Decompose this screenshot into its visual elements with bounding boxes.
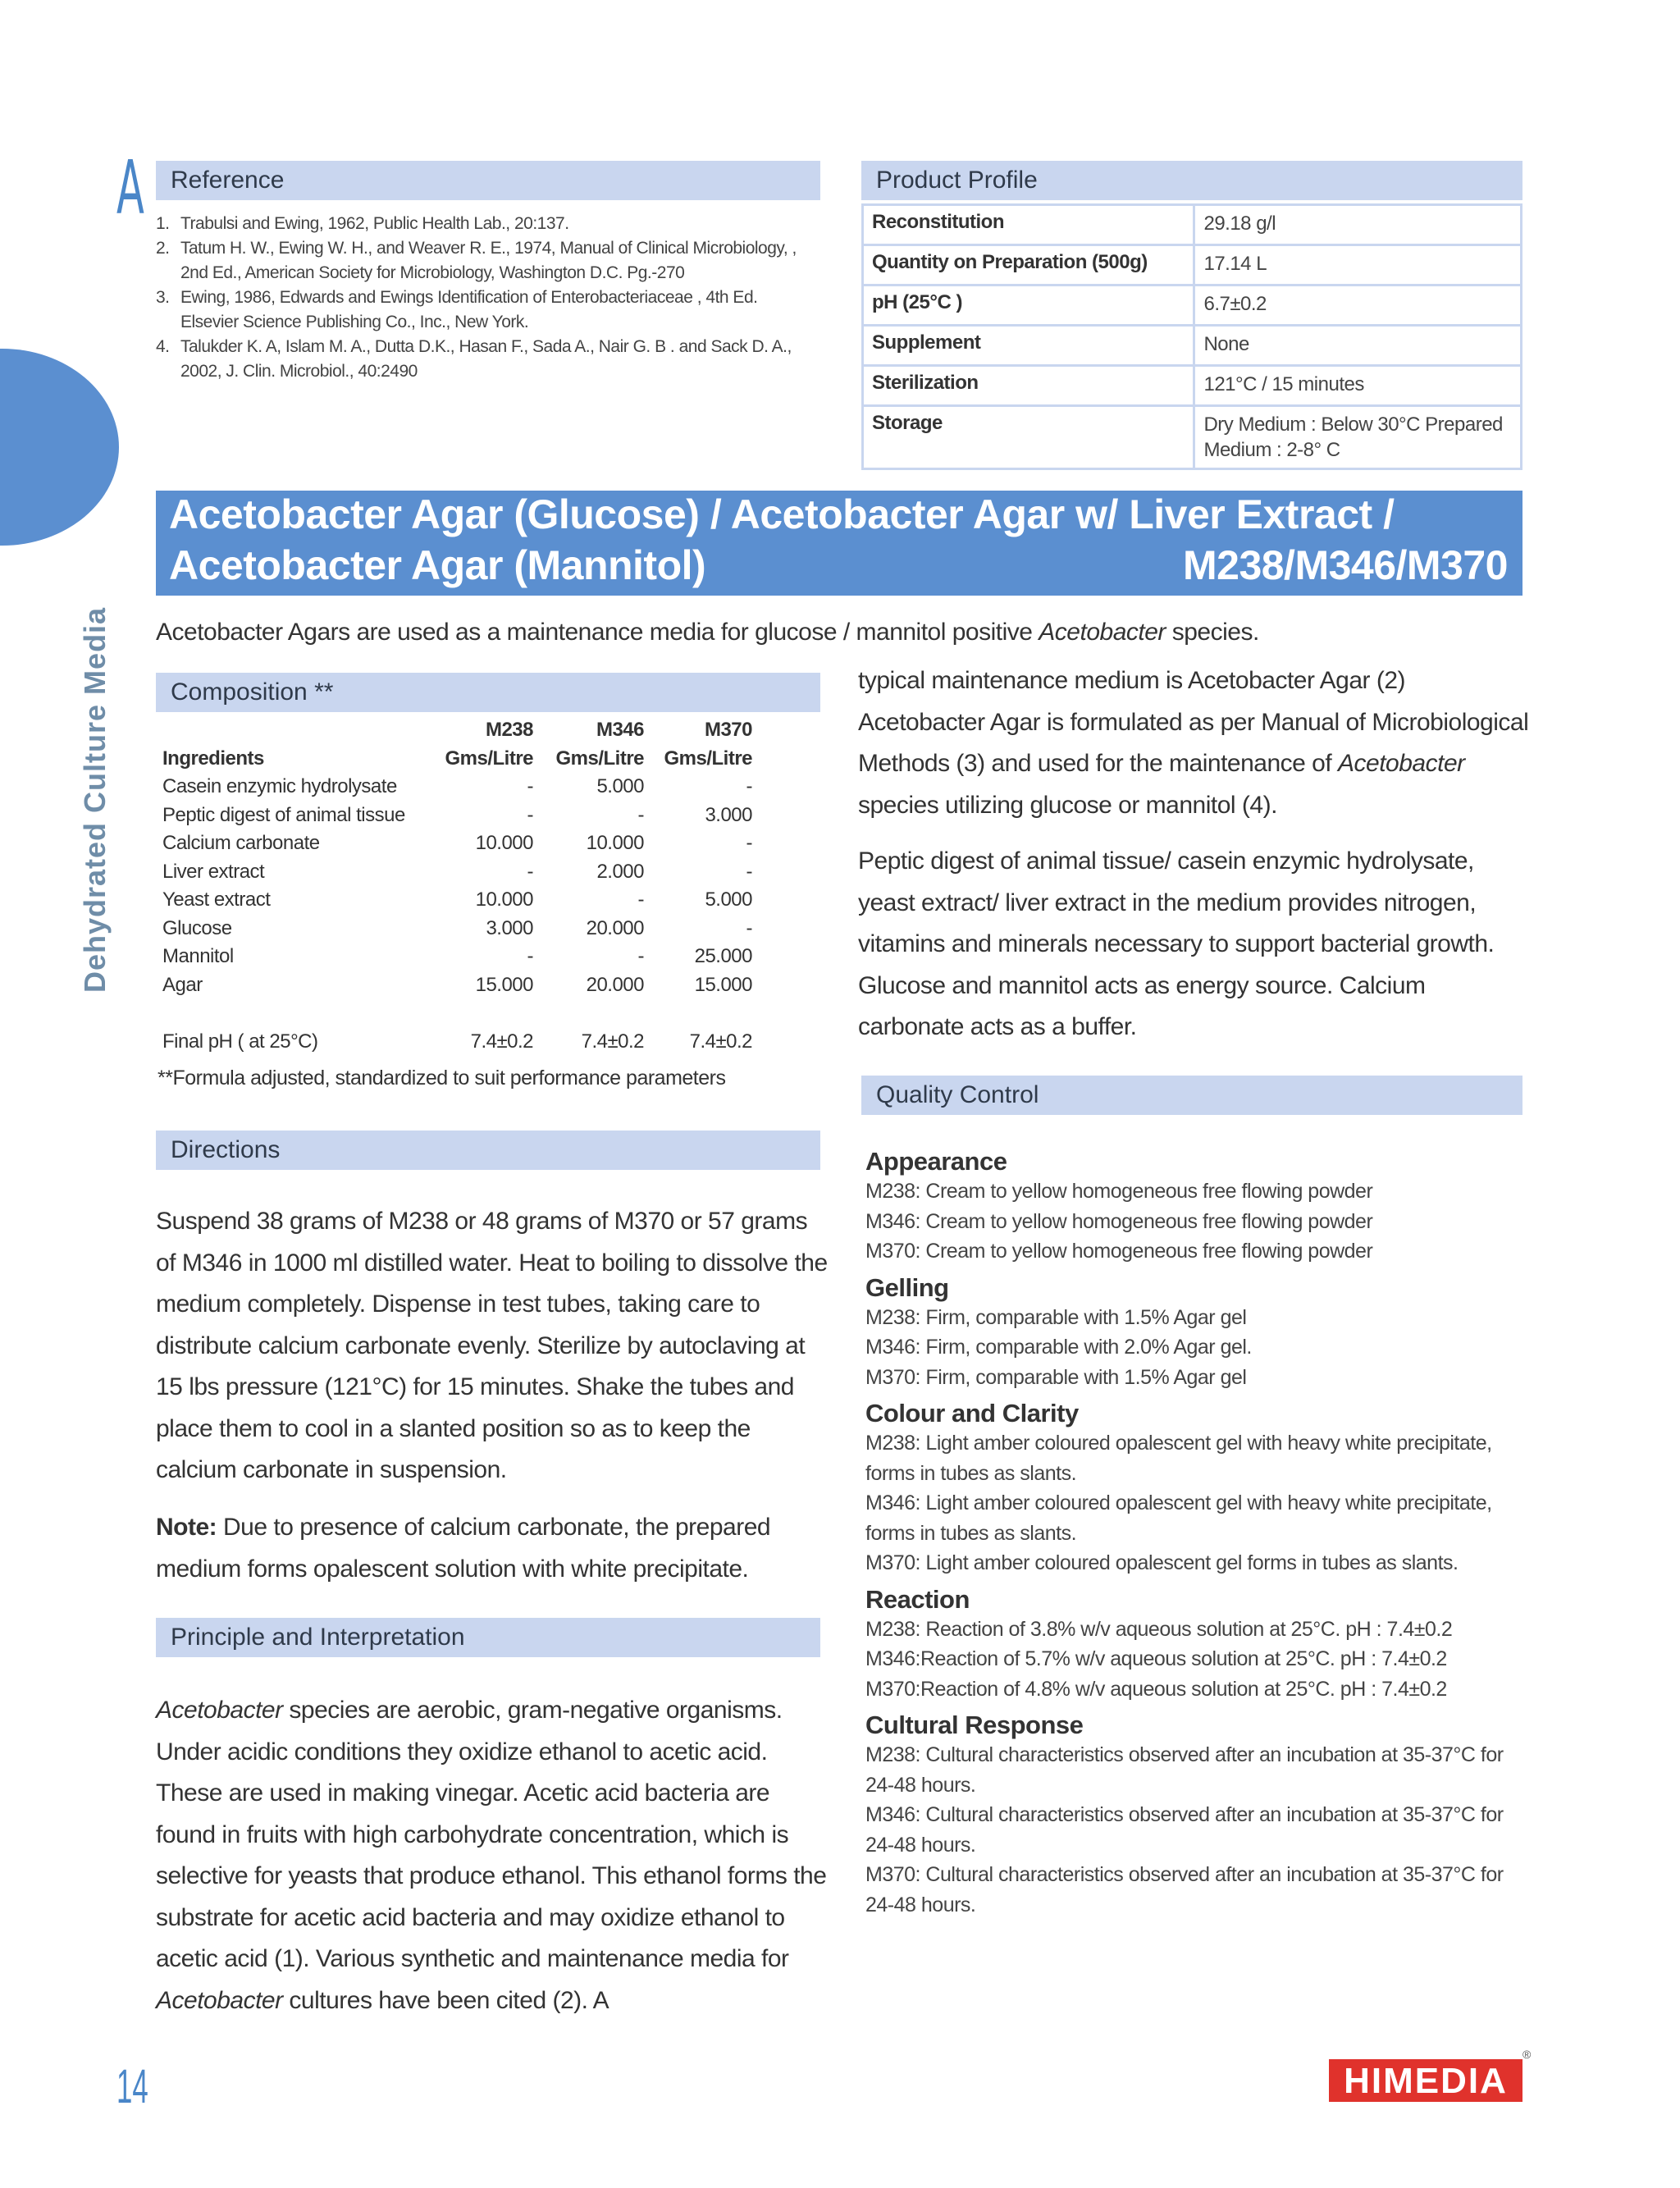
table-row: Quantity on Preparation (500g) 17.14 L bbox=[863, 245, 1522, 285]
composition-code-row: M238 M346 M370 bbox=[485, 719, 752, 741]
composition-footnote: **Formula adjusted, standardized to suit performance parameters bbox=[158, 1067, 726, 1089]
reference-item: 3. Ewing, 1986, Edwards and Ewings Identification of Enterobacteriaceae , 4th Ed. Elsevier Science Publishing Co., Inc., New York. bbox=[156, 288, 758, 331]
composition-header-row: Ingredients Gms/Litre Gms/Litre Gms/Litre bbox=[162, 747, 752, 770]
product-profile-heading: Product Profile bbox=[861, 161, 1522, 200]
product-codes: M238/M346/M370 bbox=[1182, 542, 1508, 588]
table-row: Agar 15.000 20.000 15.000 bbox=[162, 973, 752, 996]
principle-continuation: typical maintenance medium is Acetobacter Agar (2) Acetobacter Agar is formulated as per Manual of Microbiological Methods (3) and used for the maintenance of Acetobacter species utilizing glucose or mannitol (4). bbox=[858, 667, 1529, 819]
directions-note: Note: Due to presence of calcium carbonate, the prepared medium forms opalescent solution with white precipitate. bbox=[156, 1514, 771, 1583]
directions-text: Suspend 38 grams of M238 or 48 grams of M370 or 57 grams of M346 in 1000 ml distilled water. Heat to boiling to dissolve the medium completely. Dispense in test tubes, taking care to distribute calcium carbonate evenly. Sterilize by autoclaving at 15 lbs pressure (121°C) for 15 minutes. Shake the tubes and place them to cool in a slanted position so as to keep the calcium carbonate in suspension. bbox=[156, 1208, 828, 1483]
table-row: Yeast extract 10.000 - 5.000 bbox=[162, 888, 752, 911]
quality-control-heading: Quality Control bbox=[861, 1076, 1522, 1115]
table-row: Reconstitution 29.18 g/l bbox=[863, 205, 1522, 245]
reference-item: 1. Trabulsi and Ewing, 1962, Public Health Lab., 20:137. bbox=[156, 214, 569, 233]
registered-mark: ® bbox=[1522, 2048, 1532, 2061]
final-ph-row: Final pH ( at 25°C) 7.4±0.2 7.4±0.2 7.4±0.2 bbox=[162, 1030, 752, 1053]
reference-item: 2. Tatum H. W., Ewing W. H., and Weaver R. E., 1974, Manual of Clinical Microbiology, , 2nd Ed., American Society for Microbiology, Washington D.C. Pg.-270 bbox=[156, 239, 797, 282]
qc-section: Cultural Response M238: Cultural characteristics observed after an incubation at 35-37°C for 24-48 hours. M346: Cultural characteristics observed after an incubation at 35-37°C for 24-48 hours. M370: Cultural characteristics observed after an incubation at 35-37°C for 24-48 hours. bbox=[865, 1711, 1504, 1916]
composition-heading: Composition ** bbox=[156, 673, 820, 712]
table-row: Supplement None bbox=[863, 326, 1522, 366]
table-row: Glucose 3.000 20.000 - bbox=[162, 916, 752, 939]
qc-section: Reaction M238: Reaction of 3.8% w/v aqueous solution at 25°C. pH : 7.4±0.2 M346:Reaction of 5.7% w/v aqueous solution at 25°C. pH : 7.4±0.2 M370:Reaction of 4.8% w/v aqueous solution at 25°C. pH : 7.4±0.2 bbox=[865, 1584, 1453, 1701]
himedia-logo: HIMEDIA bbox=[1329, 2059, 1522, 2102]
table-row: Mannitol - - 25.000 bbox=[162, 945, 752, 967]
table-row: Liver extract - 2.000 - bbox=[162, 860, 752, 883]
side-circle-decoration bbox=[0, 349, 119, 546]
quality-control-list bbox=[865, 1147, 1522, 1920]
section-letter: A bbox=[116, 145, 144, 231]
principle-heading: Principle and Interpretation bbox=[156, 1618, 820, 1657]
table-row: Storage Dry Medium : Below 30°C Prepared Medium : 2-8° C bbox=[863, 406, 1522, 469]
reference-heading: Reference bbox=[156, 161, 820, 200]
intro-text: Acetobacter Agars are used as a maintenance media for glucose / mannitol positive Acetobacter species. bbox=[156, 619, 1259, 646]
reference-list bbox=[156, 212, 812, 384]
product-profile-table bbox=[861, 203, 1522, 470]
directions-heading: Directions bbox=[156, 1131, 820, 1170]
qc-section: Appearance M238: Cream to yellow homogeneous free flowing powder M346: Cream to yellow homogeneous free flowing powder M370: Cream to yellow homogeneous free flowing powder bbox=[865, 1147, 1373, 1263]
table-row: Peptic digest of animal tissue - - 3.000 bbox=[162, 803, 752, 826]
qc-section: Gelling M238: Firm, comparable with 1.5% Agar gel M346: Firm, comparable with 2.0% Agar gel. M370: Firm, comparable with 1.5% Agar gel bbox=[865, 1272, 1252, 1389]
page-number: 14 bbox=[116, 2060, 148, 2113]
table-row: Sterilization 121°C / 15 minutes bbox=[863, 366, 1522, 406]
table-row: Casein enzymic hydrolysate - 5.000 - bbox=[162, 775, 752, 797]
principle-paragraph-2: Peptic digest of animal tissue/ casein enzymic hydrolysate, yeast extract/ liver extract in the medium provides nitrogen, vitamins and minerals necessary to support bacterial growth. Glucose and mannitol acts as energy source. Calcium carbonate acts as a buffer. bbox=[858, 847, 1495, 1040]
product-title-band bbox=[156, 491, 1522, 596]
qc-section: Colour and Clarity M238: Light amber coloured opalescent gel with heavy white precipitate, forms in tubes as slants. M346: Light amber coloured opalescent gel with heavy white precipitate, forms in tubes as slants. M370: Light amber coloured opalescent gel forms in tubes as slants. bbox=[865, 1399, 1492, 1574]
principle-text: Acetobacter species are aerobic, gram-negative organisms. Under acidic conditions they oxidize ethanol to acetic acid. These are used in making vinegar. Acetic acid bacteria are found in fruits with high carbohydrate concentration, which is selective for yeasts that produce ethanol. This ethanol forms the substrate for acetic acid bacteria and may oxidize ethanol to acetic acid (1). Various synthetic and maintenance media for Acetobacter cultures have been cited (2). A bbox=[156, 1697, 827, 2014]
product-title-line1: Acetobacter Agar (Glucose) / Acetobacter Agar w/ Liver Extract / bbox=[169, 491, 1395, 537]
table-row: pH (25°C ) 6.7±0.2 bbox=[863, 285, 1522, 326]
composition-table bbox=[156, 716, 779, 1056]
table-row: Calcium carbonate 10.000 10.000 - bbox=[162, 832, 752, 854]
product-title-line2: Acetobacter Agar (Mannitol) bbox=[169, 542, 706, 588]
reference-item: 4. Talukder K. A, Islam M. A., Dutta D.K., Hasan F., Sada A., Nair G. B . and Sack D. A., 2002, J. Clin. Microbiol., 40:2490 bbox=[156, 337, 792, 381]
side-section-label: Dehydrated Culture Media bbox=[78, 606, 112, 993]
